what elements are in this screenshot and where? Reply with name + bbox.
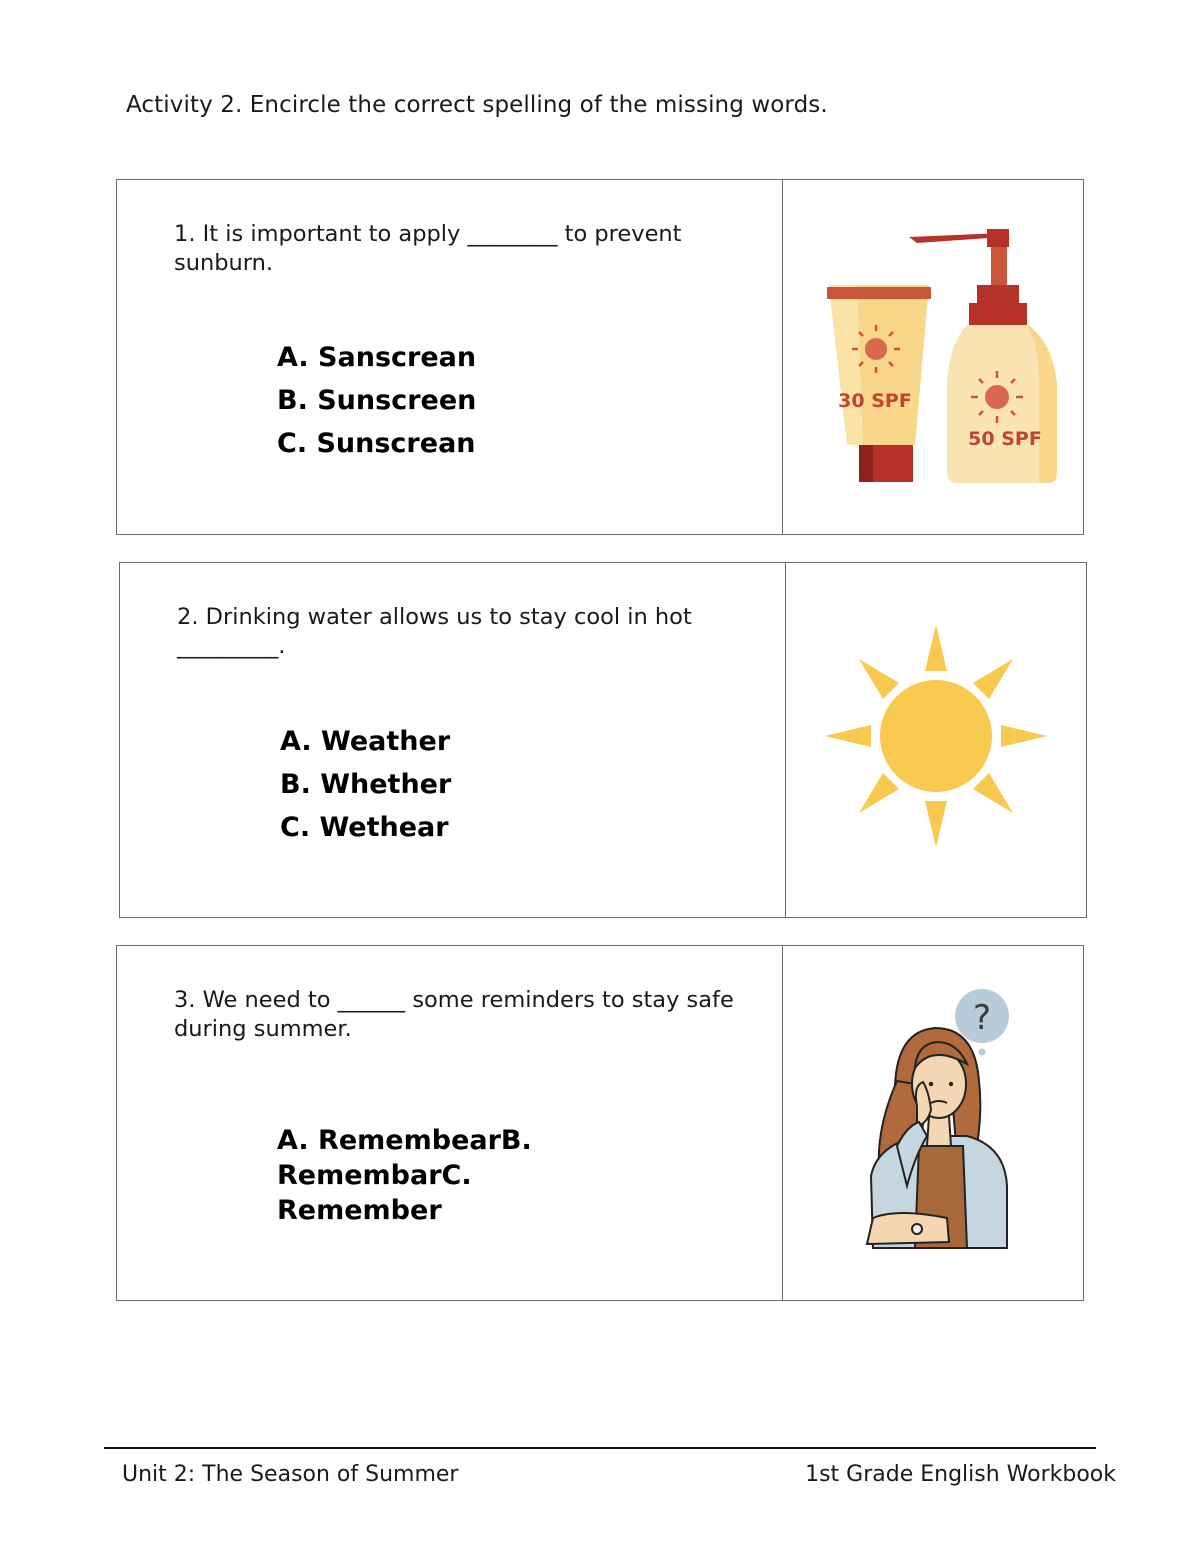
options-group-2 bbox=[280, 720, 451, 849]
sunscreen-bottles-icon bbox=[817, 225, 1057, 490]
thinking-woman-icon bbox=[857, 986, 1027, 1261]
option-1a[interactable]: A. Sanscrean bbox=[277, 342, 477, 373]
question-card-3 bbox=[116, 945, 1084, 1301]
option-1b[interactable]: B. Sunscreen bbox=[277, 385, 477, 416]
option-2c[interactable]: C. Wethear bbox=[280, 812, 449, 843]
question-card-2 bbox=[119, 562, 1087, 918]
question-text-3: 3. We need to ______ some reminders to stay safe during summer. bbox=[174, 987, 734, 1042]
question-text-1: 1. It is important to apply ________ to prevent sunburn. bbox=[174, 221, 682, 276]
activity-instruction: Activity 2. Encircle the correct spelling of the missing words. bbox=[126, 92, 828, 118]
options-text-3[interactable]: A. RemembearB. RemembarC. Remember bbox=[277, 1125, 532, 1226]
footer-rule bbox=[104, 1447, 1096, 1449]
sun-icon bbox=[823, 623, 1049, 849]
option-2b[interactable]: B. Whether bbox=[280, 769, 452, 800]
options-group-3 bbox=[277, 1123, 539, 1228]
card-divider bbox=[782, 946, 783, 1300]
options-group-1 bbox=[277, 336, 476, 465]
card-divider bbox=[785, 563, 786, 917]
card-divider bbox=[782, 180, 783, 534]
option-1c[interactable]: C. Sunscrean bbox=[277, 428, 476, 459]
spf-30-label: 30 SPF bbox=[838, 390, 912, 412]
question-mark-icon: ? bbox=[972, 998, 992, 1038]
question-text-2: 2. Drinking water allows us to stay cool in hot _________. bbox=[177, 604, 692, 659]
question-card-1 bbox=[116, 179, 1084, 535]
option-2a[interactable]: A. Weather bbox=[280, 726, 451, 757]
footer-workbook-title: 1st Grade English Workbook bbox=[805, 1462, 1116, 1487]
spf-50-label: 50 SPF bbox=[968, 428, 1042, 450]
footer-unit-title: Unit 2: The Season of Summer bbox=[122, 1462, 459, 1487]
